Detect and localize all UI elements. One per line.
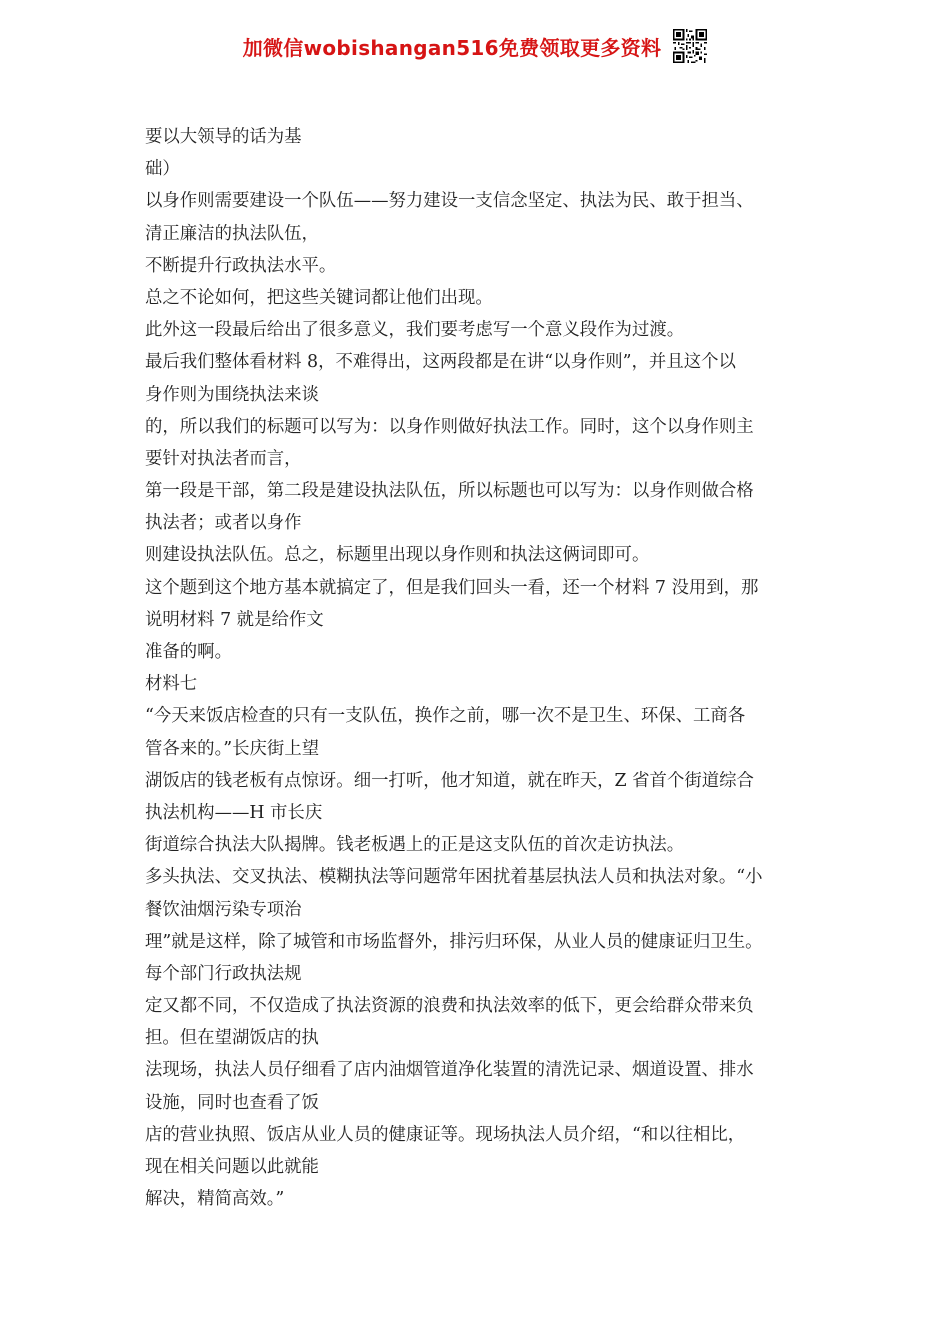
text-line: 街道综合执法大队揭牌。钱老板遇上的正是这支队伍的首次走访执法。 <box>145 835 685 856</box>
text-line: 每个部门行政执法规 <box>145 963 302 984</box>
header-promo-text: 加微信wobishangan516免费领取更多资料 <box>242 35 662 60</box>
text-line: 湖饭店的钱老板有点惊讶。细一打听，他才知道，就在昨天，Z 省首个街道综合 <box>145 770 754 791</box>
text-line: 执法机构——H 市长庆 <box>145 802 323 823</box>
text-line: 法现场，执法人员仔细看了店内油烟管道净化装置的清洗记录、烟道设置、排水 <box>145 1060 754 1081</box>
text-line: 理”就是这样，除了城管和市场监督外，排污归环保，从业人员的健康证归卫生。 <box>145 931 763 952</box>
text-line: 清正廉洁的执法队伍， <box>145 223 319 244</box>
text-line: 多头执法、交叉执法、模糊执法等问题常年困扰着基层执法人员和执法对象。“小 <box>145 867 763 888</box>
text-line: 餐饮油烟污染专项治 <box>145 899 302 920</box>
text-line: 要以大领导的话为基 <box>145 127 302 147</box>
qr-code-icon <box>673 29 707 63</box>
text-line: 不断提升行政执法水平。 <box>145 255 337 276</box>
text-line: 的，所以我们的标题可以写为：以身作则做好执法工作。同时，这个以身作则主 <box>145 416 754 437</box>
text-line: 店的营业执照、饭店从业人员的健康证等。现场执法人员介绍，“和以往相比， <box>145 1124 746 1145</box>
text-line: 准备的啊。 <box>145 642 232 662</box>
text-line: 则建设执法队伍。总之，标题里出现以身作则和执法这俩词即可。 <box>145 545 650 566</box>
text-line: 此外这一段最后给出了很多意义，我们要考虑写一个意义段作为过渡。 <box>145 320 685 341</box>
section-heading: 材料七 <box>145 674 198 695</box>
text-line: “今天来饭店检查的只有一支队伍，换作之前，哪一次不是卫生、环保、工商各 <box>145 706 746 727</box>
text-line: 第一段是干部，第二段是建设执法队伍，所以标题也可以写为：以身作则做合格 <box>145 481 754 502</box>
text-line: 础） <box>145 159 180 180</box>
text-line: 最后我们整体看材料 8，不难得出，这两段都是在讲“以身作则”，并且这个以 <box>145 352 736 373</box>
text-line: 说明材料 7 就是给作文 <box>145 609 324 630</box>
text-line: 定又都不同，不仅造成了执法资源的浪费和执法效率的低下，更会给群众带来负 <box>145 996 754 1017</box>
document-body <box>145 121 810 1215</box>
watermark-header <box>0 28 950 64</box>
text-line: 解决，精简高效。” <box>145 1189 285 1210</box>
text-line: 设施，同时也查看了饭 <box>145 1092 319 1113</box>
text-line: 总之不论如何，把这些关键词都让他们出现。 <box>145 287 493 308</box>
text-line: 担。但在望湖饭店的执 <box>145 1028 319 1049</box>
text-line: 现在相关问题以此就能 <box>145 1157 319 1177</box>
text-line: 以身作则需要建设一个队伍——努力建设一支信念坚定、执法为民、敢于担当、 <box>145 191 754 212</box>
text-line: 管各来的。”长庆街上望 <box>145 738 320 759</box>
text-line: 这个题到这个地方基本就搞定了，但是我们回头一看，还一个材料 7 没用到，那 <box>145 577 759 598</box>
text-line: 要针对执法者而言， <box>145 448 302 469</box>
text-line: 执法者；或者以身作 <box>145 513 302 534</box>
text-line: 身作则为围绕执法来谈 <box>145 384 319 405</box>
